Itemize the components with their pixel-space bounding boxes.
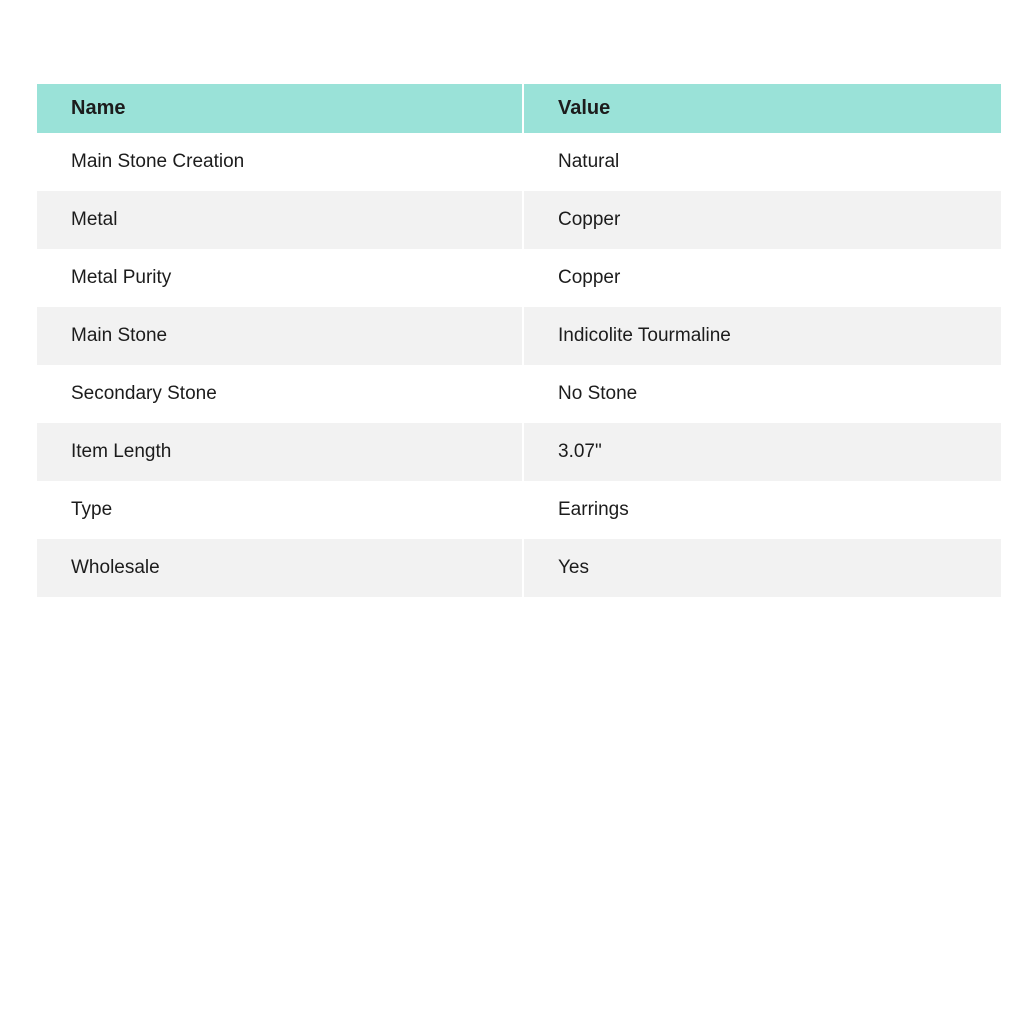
attribute-value: No Stone — [523, 365, 1001, 423]
header-row — [37, 84, 1001, 133]
table-row — [37, 133, 1001, 191]
attribute-value: Earrings — [523, 481, 1001, 539]
attribute-name: Metal — [37, 191, 523, 249]
table-row — [37, 539, 1001, 597]
attribute-name: Wholesale — [37, 539, 523, 597]
attribute-name: Secondary Stone — [37, 365, 523, 423]
attribute-value: Natural — [523, 133, 1001, 191]
attribute-name: Item Length — [37, 423, 523, 481]
table-row — [37, 191, 1001, 249]
table-row — [37, 249, 1001, 307]
table-row — [37, 365, 1001, 423]
column-header-value: Value — [523, 84, 1001, 133]
column-header-name: Name — [37, 84, 523, 133]
attribute-name: Type — [37, 481, 523, 539]
attribute-name: Main Stone Creation — [37, 133, 523, 191]
table-row — [37, 307, 1001, 365]
table-body — [37, 133, 1001, 597]
attribute-value: Indicolite Tourmaline — [523, 307, 1001, 365]
attribute-name: Metal Purity — [37, 249, 523, 307]
attribute-value: Yes — [523, 539, 1001, 597]
table-row — [37, 481, 1001, 539]
product-attributes-table — [37, 84, 1001, 597]
attribute-name: Main Stone — [37, 307, 523, 365]
attribute-value: Copper — [523, 249, 1001, 307]
table-header — [37, 84, 1001, 133]
attribute-value: 3.07" — [523, 423, 1001, 481]
attribute-value: Copper — [523, 191, 1001, 249]
table-row — [37, 423, 1001, 481]
